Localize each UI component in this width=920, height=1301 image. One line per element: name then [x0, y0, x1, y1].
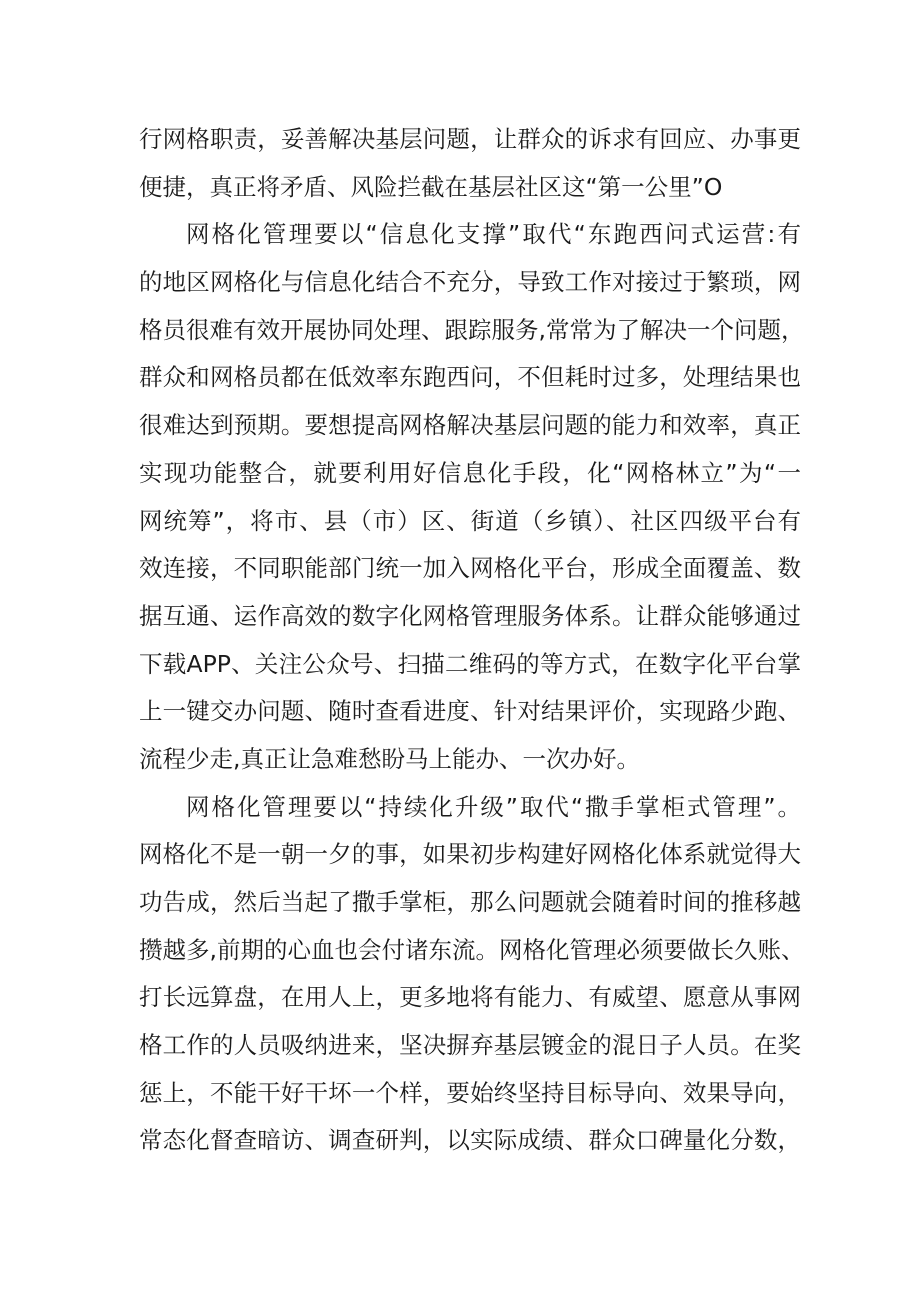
paragraph-2-line-8: 效连接，不同职能部门统一加入网格化平台，形成全面覆盖、数 [139, 554, 801, 583]
paragraph-3-line-7: 惩上，不能干好干坏一个样，要始终坚持目标导向、效果导向， [139, 1078, 801, 1107]
paragraph-2-line-1: 网格化管理要以“信息化支撑”取代“东跑西问式运营:有 [186, 220, 801, 249]
paragraph-3-line-8: 常态化督查暗访、调查研判，以实际成绩、群众口碑量化分数， [139, 1126, 801, 1155]
paragraph-2-line-4: 群众和网格员都在低效率东跑西问，不但耗时过多，处理结果也 [139, 363, 801, 392]
paragraph-3-line-5: 打长远算盘，在用人上，更多地将有能力、有威望、愿意从事网 [139, 983, 801, 1012]
paragraph-3-line-2: 网格化不是一朝一夕的事，如果初步构建好网格化体系就觉得大 [139, 840, 801, 869]
paragraph-2-line-5: 很难达到预期。要想提高网格解决基层问题的能力和效率，真正 [139, 411, 801, 440]
paragraph-2-line-10: 下载APP、关注公众号、扫描二维码的等方式，在数字化平台掌 [139, 649, 801, 678]
paragraph-3-line-1: 网格化管理要以“持续化升级”取代“撒手掌柜式管理”。 [186, 792, 801, 821]
paragraph-2-line-6: 实现功能整合，就要利用好信息化手段，化“网格林立”为“一 [139, 458, 801, 487]
paragraph-3-line-3: 功告成，然后当起了撒手掌柜，那么问题就会随着时间的推移越 [139, 888, 801, 916]
paragraph-3-line-4: 攒越多,前期的心血也会付诸东流。网格化管理必须要做长久账、 [139, 935, 805, 964]
paragraph-3-line-6: 格工作的人员吸纳进来，坚决摒弃基层镀金的混日子人员。在奖 [139, 1031, 801, 1060]
paragraph-2-line-12: 流程少走,真正让急难愁盼马上能办、一次办好。 [139, 744, 640, 773]
paragraph-1-line-1: 行网格职责，妥善解决基层问题，让群众的诉求有回应、办事更 [139, 125, 801, 153]
document-body [139, 116, 805, 1165]
paragraph-2-line-3: 格员很难有效开展协同处理、跟踪服务,常常为了解决一个问题， [139, 315, 805, 344]
paragraph-2-line-11: 上一键交办问题、随时查看进度、针对结果评价，实现路少跑、 [139, 697, 801, 726]
paragraph-2-line-9: 据互通、运作高效的数字化网格管理服务体系。让群众能够通过 [139, 601, 801, 630]
paragraph-2-line-2: 的地区网格化与信息化结合不充分，导致工作对接过于繁琐，网 [139, 268, 801, 297]
paragraph-1-line-2: 便捷，真正将矛盾、风险拦截在基层社区这“第一公里”O [139, 172, 723, 201]
paragraph-2-line-7: 网统筹”，将市、县（市）区、街道（乡镇）、社区四级平台有 [139, 506, 801, 535]
